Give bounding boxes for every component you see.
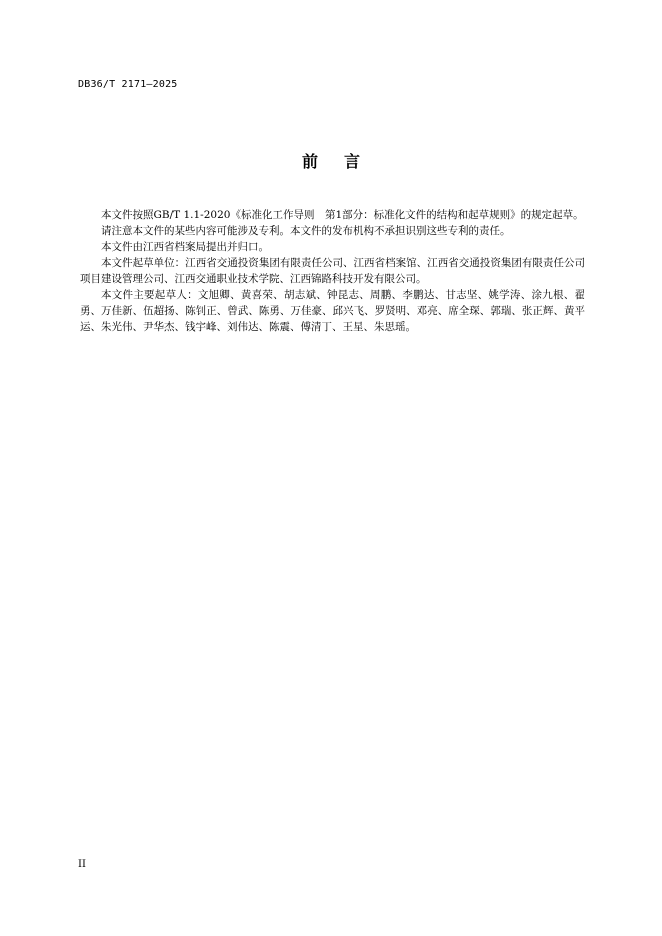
section-title: 前言 [301, 152, 386, 171]
foreword-body [80, 207, 585, 335]
paragraph-proposer: 本文件由江西省档案局提出并归口。 [101, 241, 269, 253]
paragraph-drafting-units: 本文件起草单位：江西省交通投资集团有限责任公司、江西省档案馆、江西省交通投资集团有限责任公司项目建设管理公司、江西交通职业技术学院、江西锦路科技开发有限公司。 [80, 257, 585, 285]
document-code: DB36/T 2171—2025 [78, 79, 178, 90]
paragraph-main-drafters: 本文件主要起草人：文旭卿、黄喜荣、胡志斌、钟昆志、周鹏、李鹏达、甘志坚、姚学涛、涂九根、翟勇、万佳新、伍超扬、陈钊正、曾武、陈勇、万佳豪、邱兴飞、罗贤明、邓亮、席全琛、郭瑞、张正辉、黄平运、朱光伟、尹华杰、钱宇峰、刘伟达、陈震、傅清丁、王星、朱思瑶。 [80, 289, 585, 333]
paragraph-drafting-rules: 本文件按照GB/T 1.1-2020《标准化工作导则 第1部分：标准化文件的结构和起草规则》的规定起草。 [101, 209, 584, 221]
page-number: II [78, 859, 86, 870]
paragraph-patent-notice: 请注意本文件的某些内容可能涉及专利。本文件的发布机构不承担识别这些专利的责任。 [101, 225, 511, 237]
